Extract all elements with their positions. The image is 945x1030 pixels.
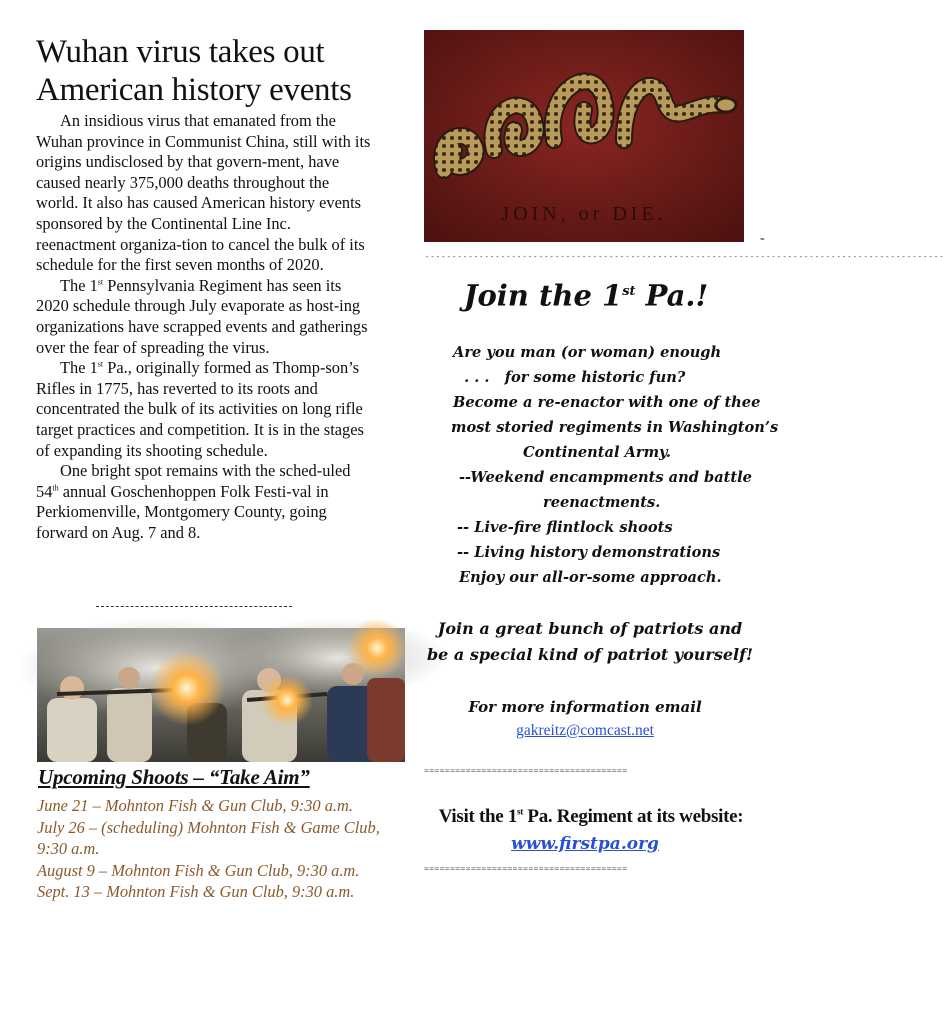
double-line-separator: ======================================= — [424, 864, 628, 873]
article-headline — [36, 33, 406, 109]
upcoming-shoots-heading: Upcoming Shoots – “Take Aim” — [38, 765, 310, 789]
p4-sup: th — [52, 483, 59, 493]
article-paragraph-2 — [36, 276, 374, 358]
patriots-line-1: Join a great bunch of patriots and — [437, 619, 743, 638]
stray-dash: - — [760, 231, 765, 246]
recruit-line: -- Live-fire flintlock shoots — [457, 519, 673, 536]
dashed-separator: ------------------------------------------------------------------------------------------------ — [425, 253, 945, 261]
shoot-item: June 21 – Mohnton Fish & Gun Club, 9:30 a.m. — [37, 796, 353, 815]
shoot-item: July 26 – (scheduling) Mohnton Fish & Game Club, 9:30 a.m. — [37, 817, 380, 859]
p3-text-rest: Pa., originally formed as Thomp-son’s Rifles in 1775, has reverted to its roots and concentrated the bulk of its activities on long rifle target practices and competition. It is in the stages of expanding its shooting schedule. — [36, 358, 364, 460]
website-link[interactable]: www.firstpa.org — [511, 834, 659, 854]
visit-text: Visit the 1 — [438, 806, 518, 827]
recruit-line: Are you man (or woman) enough — [453, 344, 722, 361]
shoot-item: August 9 – Mohnton Fish & Gun Club, 9:30 a.m. — [37, 860, 360, 880]
visit-text-rest: Pa. Regiment at its website: — [522, 806, 744, 827]
join-text-rest: Pa.! — [635, 278, 709, 313]
article-body — [36, 111, 374, 543]
join-text: Join the 1 — [463, 278, 623, 313]
p2-text: The 1 — [60, 275, 98, 295]
article-paragraph-4 — [36, 461, 374, 543]
double-line-separator: ======================================= — [424, 766, 628, 775]
recruit-line: . . . for some historic fun? — [459, 369, 686, 386]
patriots-tagline — [420, 616, 760, 668]
musket-fire-photo — [37, 628, 405, 762]
p4-text: One bright spot remains with the sched-uled 54 — [36, 461, 351, 501]
p2-text-rest: Pennsylvania Regiment has seen its 2020 schedule through July evaporate as host-ing organizations have scrapped events and gatherings over the fear of spreading the virus. — [36, 275, 368, 357]
join-or-die-flag — [424, 30, 744, 242]
musket-fire-illustration — [37, 628, 405, 762]
shoot-item: Sept. 13 – Mohnton Fish & Gun Club, 9:30 a.m. — [37, 882, 355, 902]
recruit-line: most storied regiments in Washington’s — [451, 419, 779, 436]
join-or-die-snake-illustration — [424, 30, 744, 242]
article-paragraph-1: An insidious virus that emanated from the Wuhan province in Communist China, still with its origins undisclosed by that govern-ment, have caused nearly 375,000 deaths throughout the world. It also has caused American history events sponsored by the Continental Line Inc. reenactment organiza-tion to cancel the bulk of its schedule for the first seven months of 2020. — [36, 111, 371, 275]
patriots-line-2: be a special kind of patriot yourself! — [426, 645, 754, 664]
join-heading — [425, 272, 747, 316]
recruit-line: -- Living history demonstrations — [457, 544, 721, 561]
recruit-line: Become a re-enactor with one of thee — [453, 394, 761, 411]
join-sup: st — [622, 284, 636, 299]
p2-sup: st — [97, 277, 104, 287]
headline-line-1: Wuhan virus takes out — [36, 34, 325, 70]
recruit-line: Enjoy our all-or-some approach. — [459, 569, 722, 586]
more-info-text: For more information email — [468, 698, 702, 716]
visit-website-text — [418, 806, 764, 828]
article-paragraph-3 — [36, 358, 374, 461]
email-link[interactable]: gakreitz@comcast.net — [516, 722, 654, 739]
p3-text: The 1 — [60, 358, 98, 378]
p4-text-rest: annual Goschenhoppen Folk Festi-val in Perkiomenville, Montgomery County, going forward on Aug. 7 and 8. — [36, 481, 329, 542]
recruit-line: reenactments. — [543, 494, 661, 511]
article-divider — [96, 606, 292, 607]
recruit-line: --Weekend encampments and battle — [459, 469, 752, 486]
flag-motto: JOIN, or DIE. — [501, 203, 667, 225]
recruit-block — [425, 340, 779, 590]
headline-line-2: American history events — [36, 72, 352, 108]
visit-sup: st — [517, 806, 523, 817]
p3-sup: st — [97, 359, 104, 369]
recruit-line: Continental Army. — [523, 444, 671, 461]
upcoming-shoots-list — [37, 795, 387, 903]
